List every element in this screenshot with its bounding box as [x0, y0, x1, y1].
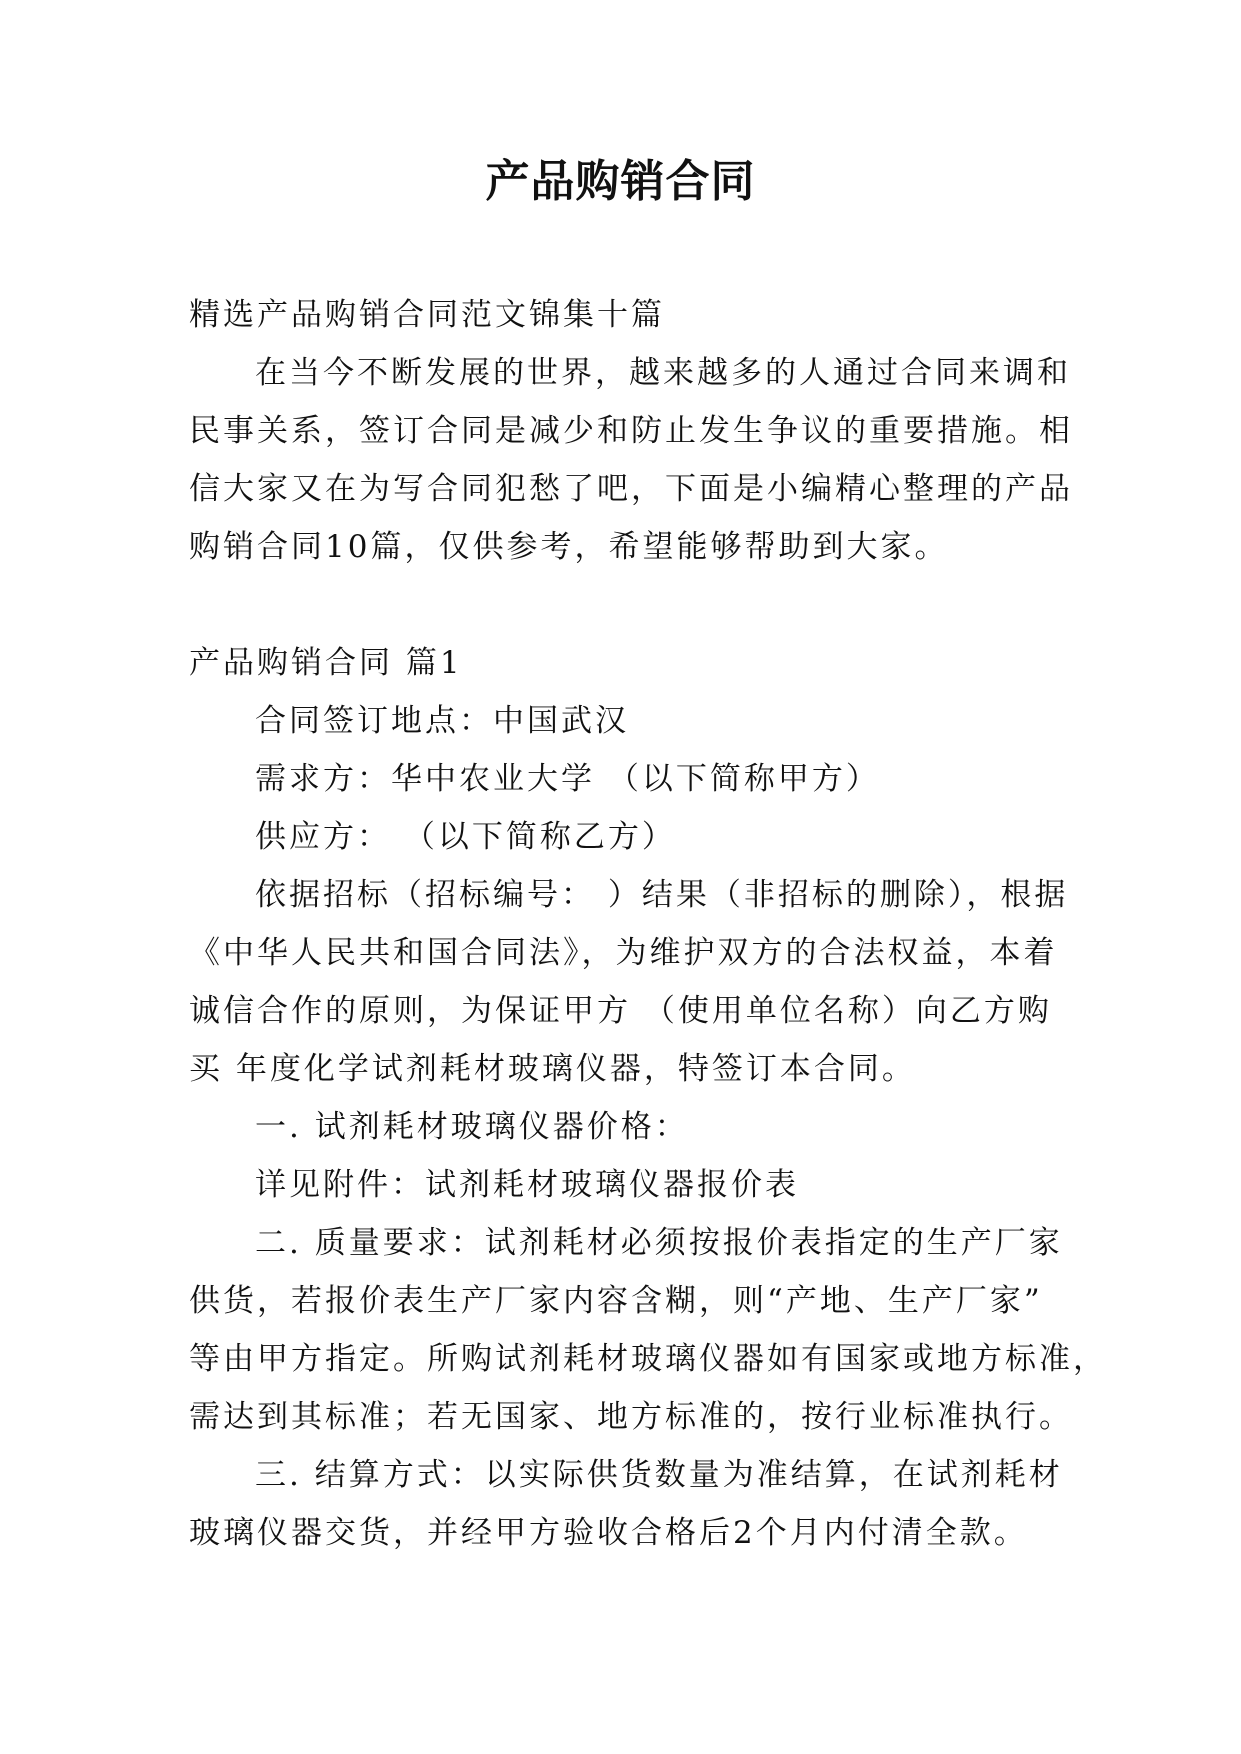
blank-line [189, 576, 1049, 634]
clause-2-line: 供货，若报价表生产厂家内容含糊，则“产地、生产厂家” [189, 1283, 1043, 1319]
clause-2-line: 需达到其标准；若无国家、地方标准的，按行业标准执行。 [189, 1399, 1073, 1435]
basis-line: 《中华人民共和国合同法》，为维护双方的合法权益，本着 [189, 935, 1058, 971]
document-subtitle: 精选产品购销合同范文锦集十篇 [189, 297, 665, 333]
intro-paragraph [189, 344, 1073, 576]
clause-2-paragraph [189, 1214, 1107, 1446]
sign-place: 合同签订地点：中国武汉 [255, 703, 629, 739]
basis-line: 诚信合作的原则，为保证甲方 （使用单位名称）向乙方购 [189, 993, 1052, 1029]
clause-1-title: 一. 试剂耗材玻璃仪器价格： [255, 1109, 689, 1145]
clause-3-paragraph [189, 1446, 1063, 1562]
supplier-line: 供应方： （以下简称乙方） [255, 819, 676, 855]
document-title: 产品购销合同 [485, 156, 756, 207]
document-body [189, 286, 1107, 1562]
basis-paragraph [189, 866, 1069, 1098]
section-heading: 产品购销合同 篇1 [189, 645, 463, 681]
clause-2-line: 二. 质量要求：试剂耗材必须按报价表指定的生产厂家 [255, 1225, 1063, 1261]
clause-1-detail: 详见附件：试剂耗材玻璃仪器报价表 [255, 1167, 799, 1203]
basis-line: 买 年度化学试剂耗材玻璃仪器，特签订本合同。 [189, 1051, 916, 1087]
clause-2-line: 等由甲方指定。所购试剂耗材玻璃仪器如有国家或地方标准， [189, 1341, 1107, 1377]
intro-line: 信大家又在为写合同犯愁了吧，下面是小编精心整理的产品 [189, 471, 1073, 507]
buyer-line: 需求方：华中农业大学 （以下简称甲方） [255, 761, 880, 797]
intro-line: 民事关系，签订合同是减少和防止发生争议的重要措施。相 [189, 413, 1073, 449]
clause-3-line: 三. 结算方式：以实际供货数量为准结算，在试剂耗材 [255, 1457, 1063, 1493]
basis-line: 依据招标（招标编号： ）结果（非招标的删除），根据 [255, 877, 1069, 913]
clause-3-line: 玻璃仪器交货，并经甲方验收合格后2个月内付清全款。 [189, 1515, 1028, 1551]
intro-line: 购销合同10篇，仅供参考，希望能够帮助到大家。 [189, 529, 949, 565]
intro-line: 在当今不断发展的世界，越来越多的人通过合同来调和 [255, 355, 1071, 391]
